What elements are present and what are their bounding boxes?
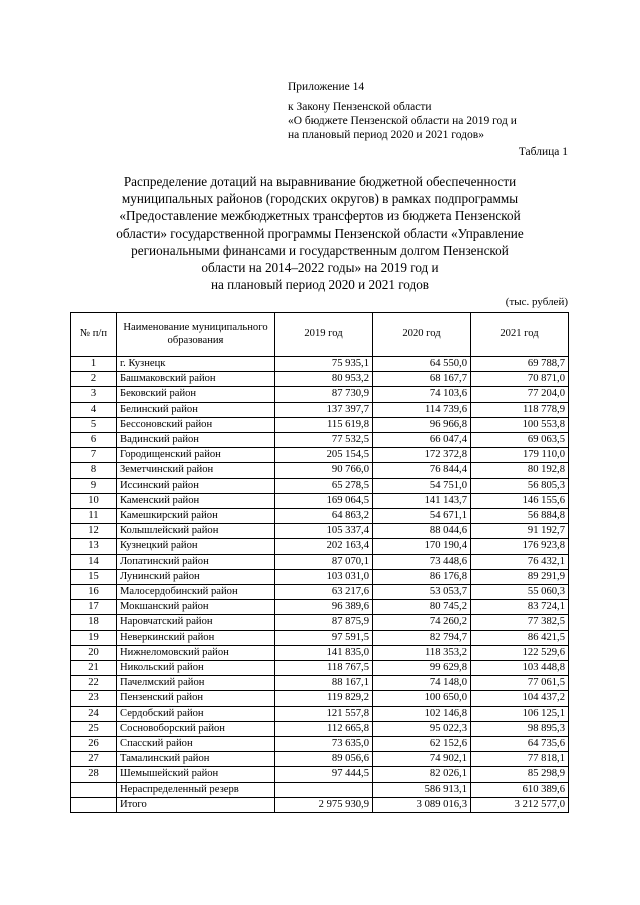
municipality-name-cell: Пачелмский район — [117, 676, 275, 691]
table-row — [71, 767, 569, 782]
table-row — [71, 554, 569, 569]
municipality-name-cell: Сердобский район — [117, 706, 275, 721]
table-row — [71, 615, 569, 630]
municipality-name-cell: Кузнецкий район — [117, 539, 275, 554]
value-2019-cell: 80 953,2 — [275, 372, 373, 387]
row-number-cell: 21 — [71, 661, 117, 676]
units-label: (тыс. рублей) — [505, 296, 568, 308]
municipality-name-cell: Сосновоборский район — [117, 721, 275, 736]
table-row — [71, 600, 569, 615]
table-row — [71, 691, 569, 706]
row-number-cell: 6 — [71, 433, 117, 448]
value-2019-cell: 63 217,6 — [275, 585, 373, 600]
value-2019-cell: 73 635,0 — [275, 737, 373, 752]
table-row — [71, 509, 569, 524]
row-number-cell: 4 — [71, 402, 117, 417]
value-2020-cell: 3 089 016,3 — [373, 797, 471, 812]
value-2021-cell: 118 778,9 — [471, 402, 569, 417]
value-2020-cell: 86 176,8 — [373, 569, 471, 584]
value-2021-cell: 70 871,0 — [471, 372, 569, 387]
heading-line: на плановый период 2020 и 2021 годов — [210, 277, 430, 293]
municipality-name-cell: Лопатинский район — [117, 554, 275, 569]
table-row — [71, 752, 569, 767]
value-2021-cell: 85 298,9 — [471, 767, 569, 782]
column-header-2021: 2021 год — [471, 313, 569, 357]
municipality-name-cell: Мокшанский район — [117, 600, 275, 615]
table-row — [71, 630, 569, 645]
value-2021-cell: 69 788,7 — [471, 357, 569, 372]
value-2020-cell: 82 026,1 — [373, 767, 471, 782]
value-2019-cell: 96 389,6 — [275, 600, 373, 615]
municipality-name-cell: Вадинский район — [117, 433, 275, 448]
table-body — [71, 357, 569, 813]
value-2019-cell: 2 975 930,9 — [275, 797, 373, 812]
value-2019-cell: 119 829,2 — [275, 691, 373, 706]
municipality-name-cell: Каменский район — [117, 493, 275, 508]
value-2019-cell: 137 397,7 — [275, 402, 373, 417]
row-number-cell: 19 — [71, 630, 117, 645]
municipality-name-cell: Нераспределенный резерв — [117, 782, 275, 797]
row-number-cell: 18 — [71, 615, 117, 630]
municipality-name-cell: Лунинский район — [117, 569, 275, 584]
value-2019-cell: 105 337,4 — [275, 524, 373, 539]
table-header-row — [71, 313, 569, 357]
value-2019-cell: 65 278,5 — [275, 478, 373, 493]
row-number-cell: 7 — [71, 448, 117, 463]
municipality-name-cell: Нижнеломовский район — [117, 645, 275, 660]
municipality-name-cell: Малосердобинский район — [117, 585, 275, 600]
table-row — [71, 387, 569, 402]
value-2021-cell: 3 212 577,0 — [471, 797, 569, 812]
value-2021-cell: 179 110,0 — [471, 448, 569, 463]
row-number-cell: 2 — [71, 372, 117, 387]
table-row — [71, 524, 569, 539]
value-2020-cell: 74 103,6 — [373, 387, 471, 402]
table-row — [71, 493, 569, 508]
value-2019-cell: 88 167,1 — [275, 676, 373, 691]
table-row — [71, 661, 569, 676]
value-2021-cell: 106 125,1 — [471, 706, 569, 721]
value-2019-cell: 97 591,5 — [275, 630, 373, 645]
value-2020-cell: 64 550,0 — [373, 357, 471, 372]
table-row — [71, 478, 569, 493]
value-2021-cell: 77 061,5 — [471, 676, 569, 691]
row-number-cell: 8 — [71, 463, 117, 478]
table-row — [71, 357, 569, 372]
value-2021-cell: 176 923,8 — [471, 539, 569, 554]
municipality-name-cell: Спасский район — [117, 737, 275, 752]
table-row — [71, 706, 569, 721]
row-number-cell: 17 — [71, 600, 117, 615]
value-2020-cell: 99 629,8 — [373, 661, 471, 676]
table-row — [71, 721, 569, 736]
value-2021-cell: 77 204,0 — [471, 387, 569, 402]
row-number-cell — [71, 782, 117, 797]
value-2019-cell: 112 665,8 — [275, 721, 373, 736]
heading-line: области» государственной программы Пензенской области «Управление — [116, 225, 524, 241]
value-2021-cell: 55 060,3 — [471, 585, 569, 600]
value-2021-cell: 86 421,5 — [471, 630, 569, 645]
value-2020-cell: 54 671,1 — [373, 509, 471, 524]
value-2019-cell: 64 863,2 — [275, 509, 373, 524]
value-2021-cell: 100 553,8 — [471, 417, 569, 432]
value-2021-cell: 146 155,6 — [471, 493, 569, 508]
value-2019-cell: 89 056,6 — [275, 752, 373, 767]
value-2020-cell: 88 044,6 — [373, 524, 471, 539]
column-header-2020: 2020 год — [373, 313, 471, 357]
heading-line: «Предоставление межбюджетных трансфертов из бюджета Пензенской — [119, 208, 521, 224]
value-2021-cell: 69 063,5 — [471, 433, 569, 448]
value-2019-cell — [275, 782, 373, 797]
row-number-cell: 10 — [71, 493, 117, 508]
row-number-cell: 27 — [71, 752, 117, 767]
row-number-cell: 11 — [71, 509, 117, 524]
value-2020-cell: 100 650,0 — [373, 691, 471, 706]
row-number-cell: 1 — [71, 357, 117, 372]
table-row — [71, 569, 569, 584]
table-row — [71, 539, 569, 554]
municipality-name-cell: Городищенский район — [117, 448, 275, 463]
table-row — [71, 676, 569, 691]
municipality-name-cell: Наровчатский район — [117, 615, 275, 630]
table-row — [71, 645, 569, 660]
value-2020-cell: 118 353,2 — [373, 645, 471, 660]
table-row — [71, 433, 569, 448]
heading-line: области на 2014–2022 годы» на 2019 год и — [201, 260, 439, 276]
table-row — [71, 463, 569, 478]
table-row — [71, 797, 569, 812]
value-2021-cell: 56 805,3 — [471, 478, 569, 493]
value-2020-cell: 74 902,1 — [373, 752, 471, 767]
document-heading — [70, 173, 570, 293]
municipality-name-cell: Шемышейский район — [117, 767, 275, 782]
value-2019-cell: 87 875,9 — [275, 615, 373, 630]
municipality-name-cell: Итого — [117, 797, 275, 812]
value-2020-cell: 68 167,7 — [373, 372, 471, 387]
value-2020-cell: 172 372,8 — [373, 448, 471, 463]
value-2019-cell: 87 730,9 — [275, 387, 373, 402]
row-number-cell: 3 — [71, 387, 117, 402]
value-2021-cell: 98 895,3 — [471, 721, 569, 736]
table-row — [71, 417, 569, 432]
appendix-title: Приложение 14 — [288, 81, 365, 93]
value-2019-cell: 103 031,0 — [275, 569, 373, 584]
row-number-cell: 25 — [71, 721, 117, 736]
value-2020-cell: 74 148,0 — [373, 676, 471, 691]
row-number-cell: 28 — [71, 767, 117, 782]
value-2020-cell: 74 260,2 — [373, 615, 471, 630]
row-number-cell: 16 — [71, 585, 117, 600]
municipality-name-cell: Никольский район — [117, 661, 275, 676]
row-number-cell: 9 — [71, 478, 117, 493]
value-2019-cell: 169 064,5 — [275, 493, 373, 508]
value-2019-cell: 90 766,0 — [275, 463, 373, 478]
municipality-name-cell: Бессоновский район — [117, 417, 275, 432]
value-2020-cell: 80 745,2 — [373, 600, 471, 615]
value-2021-cell: 104 437,2 — [471, 691, 569, 706]
value-2019-cell: 121 557,8 — [275, 706, 373, 721]
row-number-cell — [71, 797, 117, 812]
value-2021-cell: 77 382,5 — [471, 615, 569, 630]
municipality-name-cell: Неверкинский район — [117, 630, 275, 645]
appendix-line: к Закону Пензенской области — [288, 101, 432, 113]
municipality-name-cell: Иссинский район — [117, 478, 275, 493]
value-2020-cell: 96 966,8 — [373, 417, 471, 432]
value-2021-cell: 122 529,6 — [471, 645, 569, 660]
heading-line: муниципальных районов (городских округов) в рамках подпрограммы — [121, 191, 519, 207]
row-number-cell: 20 — [71, 645, 117, 660]
value-2021-cell: 64 735,6 — [471, 737, 569, 752]
value-2021-cell: 77 818,1 — [471, 752, 569, 767]
municipality-name-cell: Тамалинский район — [117, 752, 275, 767]
table-row — [71, 737, 569, 752]
value-2020-cell: 82 794,7 — [373, 630, 471, 645]
row-number-cell: 13 — [71, 539, 117, 554]
value-2020-cell: 114 739,6 — [373, 402, 471, 417]
row-number-cell: 14 — [71, 554, 117, 569]
row-number-cell: 23 — [71, 691, 117, 706]
value-2020-cell: 95 022,3 — [373, 721, 471, 736]
table-row — [71, 372, 569, 387]
value-2019-cell: 115 619,8 — [275, 417, 373, 432]
value-2019-cell: 202 163,4 — [275, 539, 373, 554]
municipality-name-cell: Камешкирский район — [117, 509, 275, 524]
value-2021-cell: 103 448,8 — [471, 661, 569, 676]
table-row — [71, 402, 569, 417]
value-2021-cell: 91 192,7 — [471, 524, 569, 539]
value-2019-cell: 75 935,1 — [275, 357, 373, 372]
row-number-cell: 5 — [71, 417, 117, 432]
row-number-cell: 26 — [71, 737, 117, 752]
column-header-2019: 2019 год — [275, 313, 373, 357]
table-label: Таблица 1 — [518, 146, 568, 158]
municipality-name-cell: Бековский район — [117, 387, 275, 402]
value-2020-cell: 141 143,7 — [373, 493, 471, 508]
value-2021-cell: 76 432,1 — [471, 554, 569, 569]
table-row — [71, 585, 569, 600]
value-2019-cell: 87 070,1 — [275, 554, 373, 569]
appendix-block — [288, 80, 588, 142]
value-2020-cell: 62 152,6 — [373, 737, 471, 752]
column-header-name: Наименование муниципального образования — [117, 313, 275, 357]
municipality-name-cell: Белинский район — [117, 402, 275, 417]
municipality-name-cell: Пензенский район — [117, 691, 275, 706]
appendix-line: на плановый период 2020 и 2021 годов» — [288, 129, 484, 141]
value-2020-cell: 54 751,0 — [373, 478, 471, 493]
value-2021-cell: 56 884,8 — [471, 509, 569, 524]
row-number-cell: 15 — [71, 569, 117, 584]
row-number-cell: 24 — [71, 706, 117, 721]
value-2020-cell: 66 047,4 — [373, 433, 471, 448]
value-2020-cell: 102 146,8 — [373, 706, 471, 721]
municipality-name-cell: Колышлейский район — [117, 524, 275, 539]
value-2019-cell: 97 444,5 — [275, 767, 373, 782]
value-2021-cell: 83 724,1 — [471, 600, 569, 615]
appendix-line: «О бюджете Пензенской области на 2019 год и — [288, 115, 517, 127]
value-2021-cell: 80 192,8 — [471, 463, 569, 478]
row-number-cell: 12 — [71, 524, 117, 539]
municipality-name-cell: г. Кузнецк — [117, 357, 275, 372]
column-header-num: № п/п — [71, 313, 117, 357]
value-2019-cell: 205 154,5 — [275, 448, 373, 463]
value-2020-cell: 586 913,1 — [373, 782, 471, 797]
value-2021-cell: 610 389,6 — [471, 782, 569, 797]
municipality-name-cell: Земетчинский район — [117, 463, 275, 478]
subsidy-table — [70, 312, 569, 813]
municipality-name-cell: Башмаковский район — [117, 372, 275, 387]
value-2021-cell: 89 291,9 — [471, 569, 569, 584]
value-2020-cell: 73 448,6 — [373, 554, 471, 569]
value-2020-cell: 76 844,4 — [373, 463, 471, 478]
table-row — [71, 782, 569, 797]
heading-line: региональными финансами и государственным долгом Пензенской — [131, 242, 509, 258]
table-row — [71, 448, 569, 463]
row-number-cell: 22 — [71, 676, 117, 691]
value-2019-cell: 118 767,5 — [275, 661, 373, 676]
value-2020-cell: 53 053,7 — [373, 585, 471, 600]
value-2019-cell: 141 835,0 — [275, 645, 373, 660]
value-2019-cell: 77 532,5 — [275, 433, 373, 448]
value-2020-cell: 170 190,4 — [373, 539, 471, 554]
heading-line: Распределение дотаций на выравнивание бюджетной обеспеченности — [123, 174, 517, 189]
